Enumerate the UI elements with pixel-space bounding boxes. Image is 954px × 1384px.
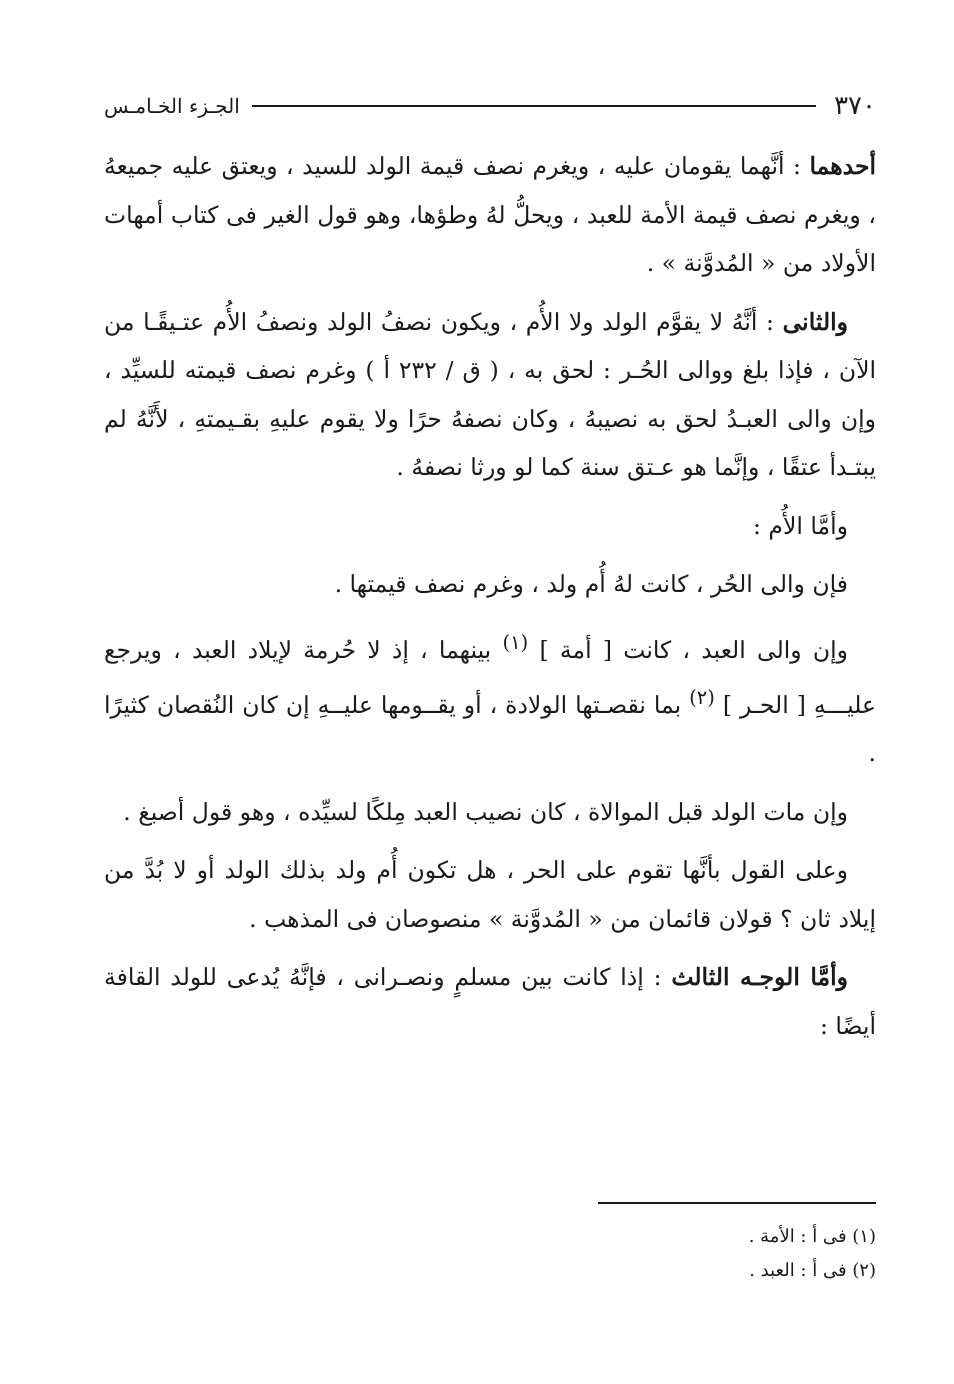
page-number: ٣٧٠: [834, 91, 876, 121]
header-rule: [252, 105, 816, 107]
paragraph-lead: وأمَّا الوجـه الثالث: [671, 963, 848, 992]
paragraph-mother-heading: وأمَّا الأُم :: [753, 511, 848, 540]
paragraph-text: : أنَّهُ لا يقوَّم الولد ولا الأُم ، ويكون نصفُ الولد ونصفُ الأُم عتـيقًـا من الآن ، فإذا بلغ ووالى الحُـر : لحق به ، ( ق / ٢٣٢ أ ) وغرم نصف قيمته للسيِّد ، وإن والى العبـدُ لحق به نصيبهُ ، وكان نصفهُ حرًا ولا يقوم عليهِ بقـيمتهِ ، لأَنَّهُ لم يبتـدأ عتقًا ، وإنَّما هو عـتق سنة كما لو ورثا نصفهُ .: [104, 307, 877, 481]
paragraph-slave: [104, 619, 876, 778]
paragraph-text: : أنَّهما يقومان عليه ، ويغرم نصف قيمة الولد للسيد ، ويعتق عليه جميعهُ ، ويغرم نصف قيمة الأمة للعبد ، ويحلُّ لهُ وطؤها، وهو قول الغير فى كتاب أمهات الأولاد من « المُدوَّنة » .: [104, 152, 876, 277]
footnote-rule: [598, 1202, 876, 1204]
footnote-ref-1: (١): [502, 630, 529, 654]
paragraph-text: وإن والى العبد ، كانت [ أمة ]: [528, 635, 848, 664]
paragraph-first-view: [104, 142, 876, 288]
main-text: [104, 142, 876, 1060]
paragraph-third-view: [104, 953, 876, 1050]
page-header: [104, 86, 876, 126]
paragraph-two-opinions: وعلى القول بأنَّها تقوم على الحر ، هل تكون أُم ولد بذلك الولد أو لا بُدَّ من إيلاد ثان ؟ قولان قائمان من « المُدوَّنة » منصوصان فى المذهب .: [104, 856, 876, 933]
paragraph-second-view: [104, 298, 876, 492]
paragraph-text: : إذا كانت بين مسلمٍ ونصـرانى ، فإنَّهُ يُدعى للولد القافة أيضًا :: [104, 963, 876, 1040]
footnotes: [476, 1220, 876, 1288]
paragraph-child-death: وإن مات الولد قبل الموالاة ، كان نصيب العبد مِلكًا لسيِّده ، وهو قول أصبغ .: [123, 797, 848, 826]
paragraph-text: بينهما ، إذ لا حُرمة لإيلاد العبد ، ويرجع عليـــهِ [ الحـر ]: [104, 635, 876, 719]
footnote-ref-2: (٢): [689, 685, 715, 709]
paragraph-lead: والثانى: [782, 307, 848, 336]
paragraph-free-man: فإن والى الحُر ، كانت لهُ أُم ولد ، وغرم نصف قيمتها .: [334, 570, 848, 598]
paragraph-text: بما نقصـتها الولادة ، أو يقــومها عليــهِ إن كان النُقصان كثيرًا .: [104, 690, 876, 768]
footnote-1: (١) فى أ : الأمة .: [748, 1226, 876, 1247]
paragraph-lead: أحدهما: [809, 152, 876, 180]
footnote-2: (٢) فى أ : العبد .: [749, 1260, 876, 1281]
running-title: الجـزء الخـامـس: [104, 94, 240, 118]
